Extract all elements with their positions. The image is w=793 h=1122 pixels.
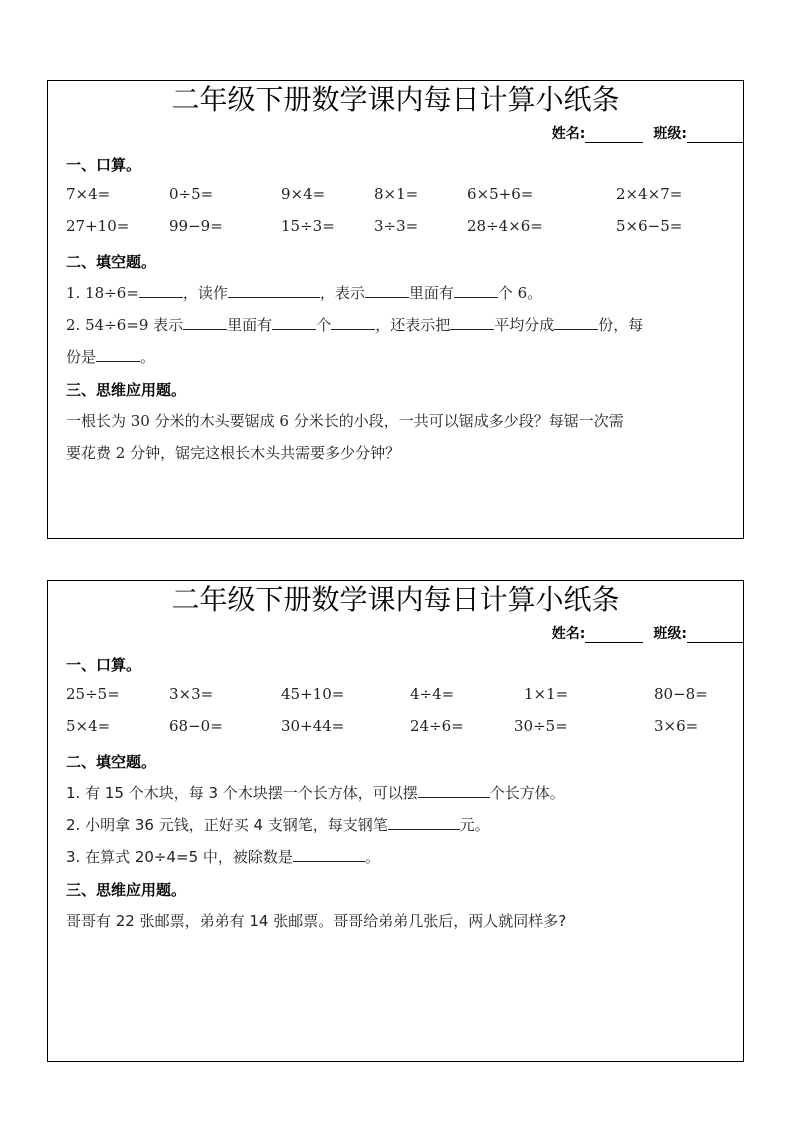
fill-question-2: 2. 小明拿 36 元钱，正好买 4 支钢笔，每支钢笔 元。 bbox=[66, 816, 490, 834]
oral-row-1 bbox=[48, 185, 743, 207]
oral-item: 3÷3= bbox=[374, 217, 419, 235]
oral-item: 28÷4×6= bbox=[467, 217, 543, 235]
oral-item: 8×1= bbox=[374, 185, 419, 203]
oral-item: 5×6−5= bbox=[616, 217, 683, 235]
class-label: 班级: bbox=[653, 126, 687, 142]
section-heading-word-problem: 三、思维应用题。 bbox=[66, 881, 187, 899]
answer-blank[interactable] bbox=[418, 782, 490, 798]
answer-blank[interactable] bbox=[450, 314, 494, 330]
answer-blank[interactable] bbox=[272, 314, 316, 330]
oral-row-2 bbox=[48, 717, 743, 739]
name-label: 姓名: bbox=[551, 126, 586, 142]
answer-blank[interactable] bbox=[331, 314, 375, 330]
oral-item: 7×4= bbox=[66, 185, 111, 203]
section-heading-oral: 一、口算。 bbox=[66, 656, 142, 674]
oral-item: 68−0= bbox=[169, 717, 223, 735]
class-label: 班级: bbox=[653, 626, 687, 642]
fill-question-2: 2. 54÷6=9 表示 里面有 个 ，还表示把 平均分成 份，每 bbox=[66, 316, 644, 334]
answer-blank[interactable] bbox=[388, 814, 460, 830]
oral-item: 27+10= bbox=[66, 217, 130, 235]
oral-item: 0÷5= bbox=[169, 185, 214, 203]
name-label: 姓名: bbox=[551, 626, 586, 642]
oral-item: 2×4×7= bbox=[616, 185, 683, 203]
answer-blank[interactable] bbox=[293, 846, 365, 862]
oral-item: 99−9= bbox=[169, 217, 223, 235]
worksheet-card-1 bbox=[47, 80, 744, 539]
section-heading-fill: 二、填空题。 bbox=[66, 253, 157, 271]
fill-question-1: 1. 18÷6= ，读作 ，表示 里面有 个 6。 bbox=[66, 284, 543, 302]
fill-question-3: 3. 在算式 20÷4=5 中，被除数是 。 bbox=[66, 848, 380, 866]
oral-item: 9×4= bbox=[281, 185, 326, 203]
worksheet-card-2 bbox=[47, 580, 744, 1062]
name-blank[interactable] bbox=[585, 628, 643, 643]
answer-blank[interactable] bbox=[365, 282, 409, 298]
oral-item: 4÷4= bbox=[410, 685, 455, 703]
answer-blank[interactable] bbox=[454, 282, 498, 298]
worksheet-title: 二年级下册数学课内每日计算小纸条 bbox=[171, 583, 620, 616]
answer-blank[interactable] bbox=[96, 346, 140, 362]
section-heading-fill: 二、填空题。 bbox=[66, 753, 157, 771]
oral-item: 3×3= bbox=[169, 685, 214, 703]
oral-item: 15÷3= bbox=[281, 217, 335, 235]
oral-item: 80−8= bbox=[654, 685, 708, 703]
class-blank[interactable] bbox=[687, 128, 743, 143]
answer-blank[interactable] bbox=[554, 314, 598, 330]
word-problem-line: 一根长为 30 分米的木头要锯成 6 分米长的小段，一共可以锯成多少段？每锯一次需 bbox=[66, 412, 624, 430]
worksheet-title: 二年级下册数学课内每日计算小纸条 bbox=[171, 83, 620, 116]
section-heading-oral: 一、口算。 bbox=[66, 156, 142, 174]
answer-blank[interactable] bbox=[228, 282, 320, 298]
oral-item: 3×6= bbox=[654, 717, 699, 735]
oral-item: 6×5+6= bbox=[467, 185, 534, 203]
oral-item: 5×4= bbox=[66, 717, 111, 735]
oral-row-2 bbox=[48, 217, 743, 239]
name-class-row bbox=[552, 623, 743, 643]
fill-question-1: 1. 有 15 个木块，每 3 个木块摆一个长方体，可以摆 个长方体。 bbox=[66, 784, 565, 802]
name-class-row bbox=[552, 123, 743, 143]
oral-item: 1×1= bbox=[524, 685, 569, 703]
oral-row-1 bbox=[48, 685, 743, 707]
answer-blank[interactable] bbox=[139, 282, 183, 298]
fill-question-2-cont: 份是 。 bbox=[66, 348, 156, 366]
oral-item: 30+44= bbox=[281, 717, 345, 735]
oral-item: 24÷6= bbox=[410, 717, 464, 735]
oral-item: 45+10= bbox=[281, 685, 345, 703]
oral-item: 30÷5= bbox=[514, 717, 568, 735]
class-blank[interactable] bbox=[687, 628, 743, 643]
section-heading-word-problem: 三、思维应用题。 bbox=[66, 381, 187, 399]
oral-item: 25÷5= bbox=[66, 685, 120, 703]
answer-blank[interactable] bbox=[183, 314, 227, 330]
word-problem-line: 要花费 2 分钟，锯完这根长木头共需要多少分钟？ bbox=[66, 444, 401, 462]
name-blank[interactable] bbox=[585, 128, 643, 143]
word-problem-line: 哥哥有 22 张邮票，弟弟有 14 张邮票。哥哥给弟弟几张后，两人就同样多? bbox=[66, 912, 567, 930]
